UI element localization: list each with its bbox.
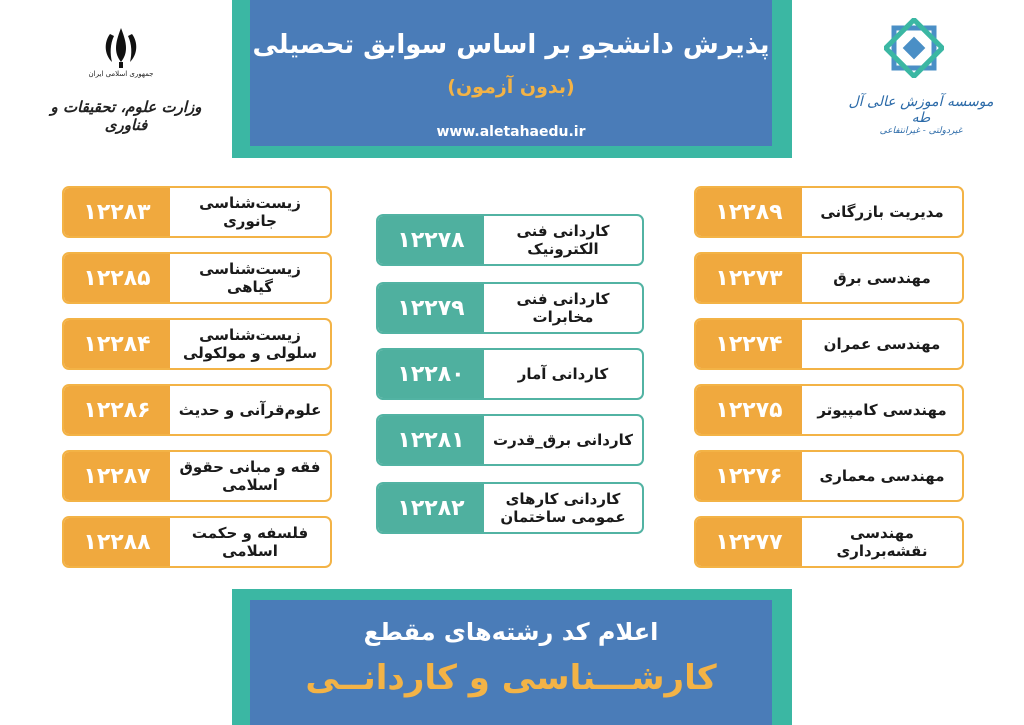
program-code: ۱۲۲۸۱: [378, 416, 484, 464]
program-code: ۱۲۲۸۰: [378, 350, 484, 398]
program-card[interactable]: [376, 214, 644, 266]
program-card[interactable]: [376, 282, 644, 334]
program-code: ۱۲۲۸۴: [64, 320, 170, 368]
program-name: مهندسی کامپیوتر: [817, 401, 947, 419]
institute-subtitle: غیردولتی - غیرانتفاعی: [879, 126, 963, 136]
program-code: ۱۲۲۷۴: [696, 320, 802, 368]
program-card[interactable]: [694, 186, 964, 238]
program-card[interactable]: [376, 482, 644, 534]
program-code: ۱۲۲۷۸: [378, 216, 484, 264]
star-pattern-icon: [884, 18, 944, 78]
program-card[interactable]: [376, 414, 644, 466]
program-card[interactable]: [62, 252, 332, 304]
program-card[interactable]: [62, 186, 332, 238]
program-code: ۱۲۲۷۳: [696, 254, 802, 302]
program-card[interactable]: [694, 252, 964, 304]
institute-title: موسسه آموزش عالی آل طه: [848, 94, 994, 126]
program-name: علوم‌قرآنی و حدیث: [178, 401, 322, 419]
program-name: مهندسی معماری: [819, 467, 945, 485]
program-name: مدیریت بازرگانی: [820, 203, 944, 221]
logo-left-small-text: جمهوری اسلامی ایران: [88, 70, 154, 78]
program-card[interactable]: [62, 318, 332, 370]
program-name: کاردانی آمار: [517, 365, 609, 383]
program-code: ۱۲۲۸۷: [64, 452, 170, 500]
program-name: فقه و مبانی حقوق اسلامی: [179, 458, 321, 494]
program-card[interactable]: [376, 348, 644, 400]
program-name: زیست‌شناسی سلولی و مولکولی: [182, 326, 318, 362]
program-code: ۱۲۲۸۲: [378, 484, 484, 532]
program-card[interactable]: [62, 384, 332, 436]
program-card[interactable]: [694, 318, 964, 370]
footer-title: اعلام کد رشته‌های مقطع: [363, 618, 659, 646]
program-code: ۱۲۲۸۶: [64, 386, 170, 434]
program-card[interactable]: [62, 450, 332, 502]
footer-headline: کارشـــناسی و کاردانــی: [305, 658, 717, 698]
program-code: ۱۲۲۸۳: [64, 188, 170, 236]
program-name: مهندسی عمران: [823, 335, 941, 353]
iran-emblem-icon: [98, 24, 144, 70]
program-card[interactable]: [62, 516, 332, 568]
program-name: کاردانی فنی الکترونیک: [516, 222, 610, 258]
program-card[interactable]: [694, 384, 964, 436]
program-card[interactable]: [694, 450, 964, 502]
program-name: کاردانی برق_قدرت: [493, 431, 633, 449]
program-name: کاردانی کارهای عمومی ساختمان: [500, 490, 626, 526]
page-subtitle: (بدون آزمون): [447, 76, 575, 98]
program-name: زیست‌شناسی جانوری: [199, 194, 301, 230]
program-name: مهندسی نقشه‌برداری: [836, 524, 928, 560]
program-code: ۱۲۲۷۷: [696, 518, 802, 566]
program-code: ۱۲۲۷۹: [378, 284, 484, 332]
program-name: زیست‌شناسی گیاهی: [199, 260, 301, 296]
program-code: ۱۲۲۷۵: [696, 386, 802, 434]
program-code: ۱۲۲۸۵: [64, 254, 170, 302]
program-name: فلسفه و حکمت اسلامی: [191, 524, 309, 560]
website-link[interactable]: www.aletahaedu.ir: [436, 124, 586, 140]
program-code: ۱۲۲۸۹: [696, 188, 802, 236]
program-code: ۱۲۲۷۶: [696, 452, 802, 500]
program-name: مهندسی برق: [833, 269, 931, 287]
program-card[interactable]: [694, 516, 964, 568]
ministry-title: وزارت علوم، تحقیقات و فناوری: [50, 98, 202, 134]
program-code: ۱۲۲۸۸: [64, 518, 170, 566]
program-name: کاردانی فنی مخابرات: [516, 290, 610, 326]
page-title: پذیرش دانشجو بر اساس سوابق تحصیلی: [252, 30, 770, 60]
